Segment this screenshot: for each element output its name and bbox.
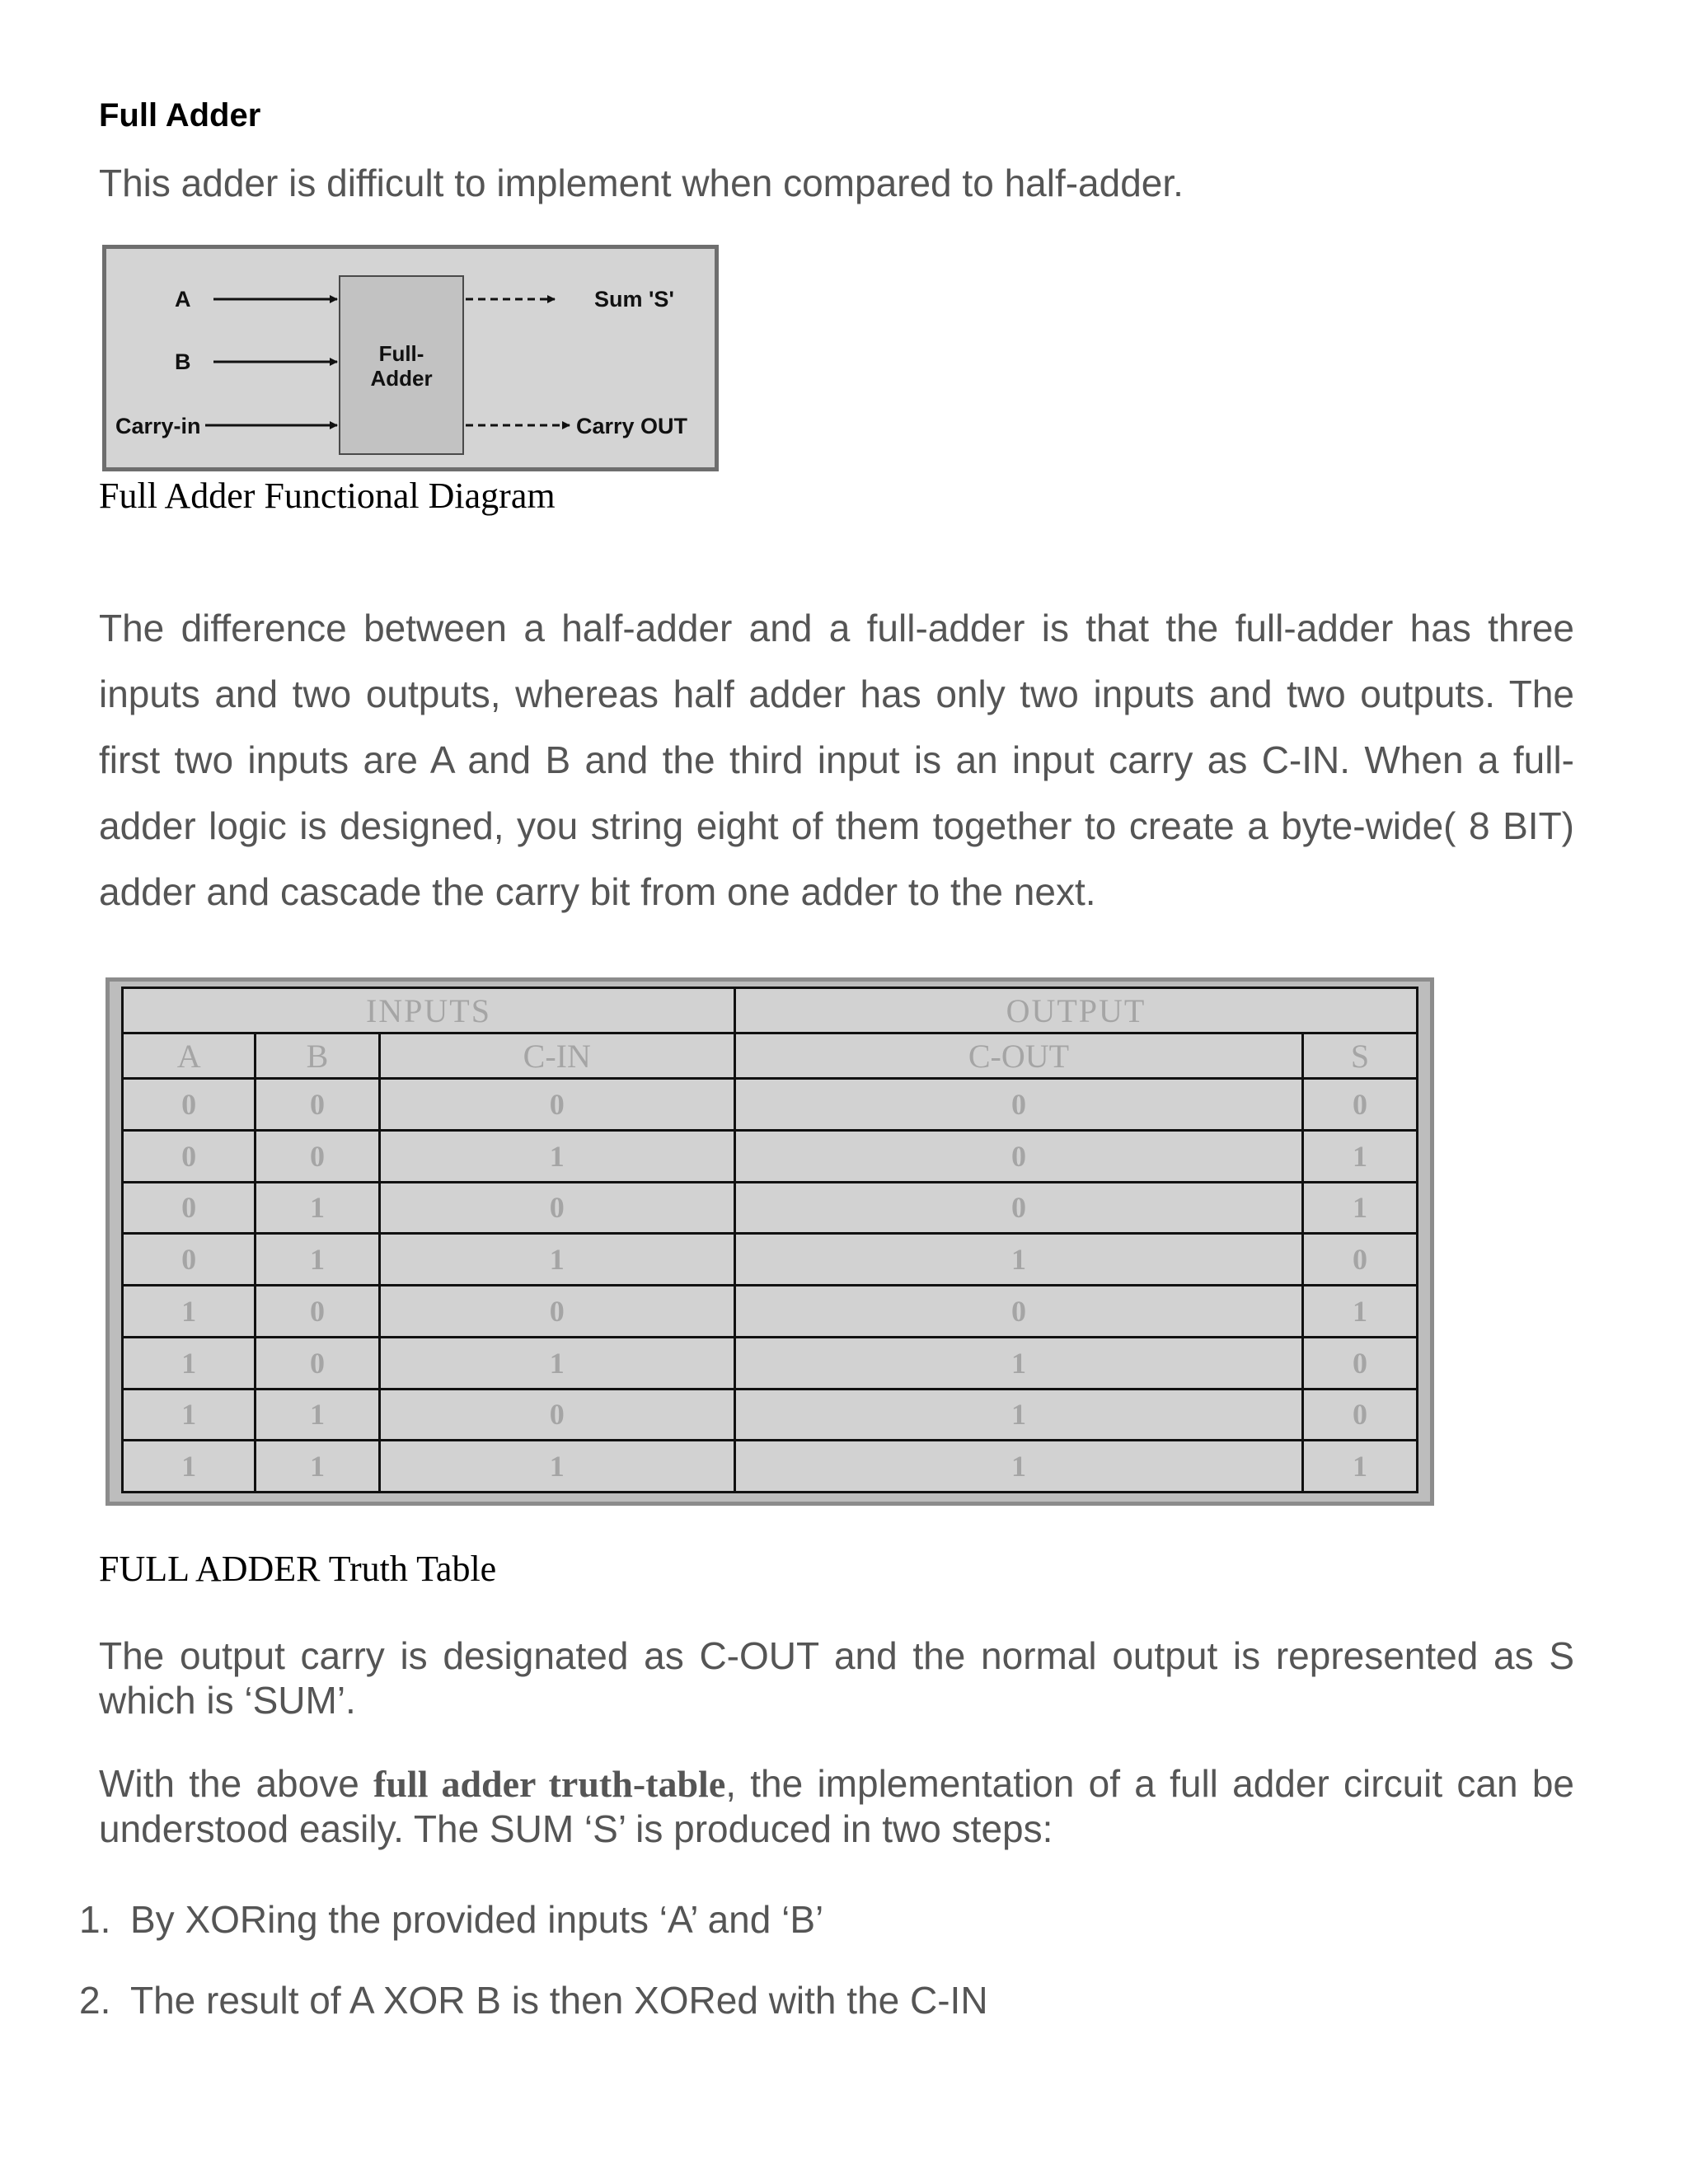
- table-cell: 0: [123, 1182, 256, 1234]
- step-number: 1.: [79, 1898, 111, 1941]
- block-label-line2: Adder: [370, 366, 433, 391]
- table-cell: 0: [379, 1079, 734, 1131]
- table-cell: 1: [1302, 1130, 1417, 1182]
- table-cell: 0: [379, 1286, 734, 1338]
- inputs-group-header: INPUTS: [123, 988, 735, 1033]
- table-cell: 1: [123, 1441, 256, 1493]
- table-cell: 0: [256, 1130, 379, 1182]
- input-a-label: A: [175, 287, 191, 312]
- table-group-row: [123, 988, 1418, 1033]
- diagram-caption: Full Adder Functional Diagram: [99, 476, 556, 516]
- sum-output-label: Sum 'S': [594, 287, 674, 312]
- table-row: [123, 1130, 1418, 1182]
- truth-table-frame: [106, 977, 1434, 1506]
- output-carry-paragraph: The output carry is designated as C-OUT and the normal output is represented as S which is ‘SUM’.: [99, 1634, 1574, 1722]
- table-row: [123, 1441, 1418, 1493]
- table-cell: 0: [256, 1079, 379, 1131]
- table-row: [123, 1182, 1418, 1234]
- table-cell: 1: [123, 1337, 256, 1389]
- table-cell: 0: [123, 1079, 256, 1131]
- paragraph-text-before: With the above: [99, 1762, 374, 1805]
- table-row: [123, 1234, 1418, 1286]
- table-row: [123, 1286, 1418, 1338]
- table-cell: 0: [1302, 1389, 1417, 1441]
- table-cell: 1: [1302, 1286, 1417, 1338]
- column-header: C-OUT: [734, 1033, 1302, 1079]
- table-cell: 1: [256, 1389, 379, 1441]
- truth-table: [121, 987, 1418, 1493]
- carry-in-label: Carry-in: [115, 414, 201, 438]
- table-cell: 0: [1302, 1337, 1417, 1389]
- table-header-row: [123, 1033, 1418, 1079]
- difference-paragraph: The difference between a half-adder and a full-adder is that the full-adder has three inputs and two outputs, whereas half adder has only two inputs and two outputs. The first two inputs are A and B and the third input is an input carry as C-IN. When a full-adder logic is designed, you string eight of them together to create a byte-wide( 8 BIT) adder and cascade the carry bit from one adder to the next.: [99, 607, 1574, 913]
- table-cell: 1: [123, 1286, 256, 1338]
- intro-text: This adder is difficult to implement when compared to half-adder.: [99, 162, 1184, 204]
- full-adder-diagram: [102, 245, 719, 471]
- table-cell: 0: [734, 1130, 1302, 1182]
- table-cell: 0: [734, 1079, 1302, 1131]
- column-header: A: [123, 1033, 256, 1079]
- output-group-header: OUTPUT: [734, 988, 1417, 1033]
- table-cell: 1: [1302, 1182, 1417, 1234]
- table-cell: 1: [256, 1441, 379, 1493]
- table-cell: 1: [1302, 1441, 1417, 1493]
- table-cell: 1: [734, 1441, 1302, 1493]
- table-cell: 1: [379, 1337, 734, 1389]
- column-header: C-IN: [379, 1033, 734, 1079]
- block-label-line1: Full-: [378, 341, 424, 366]
- table-cell: 0: [1302, 1234, 1417, 1286]
- column-header: S: [1302, 1033, 1417, 1079]
- step-text: By XORing the provided inputs ‘A’ and ‘B’: [130, 1898, 824, 1941]
- table-caption: FULL ADDER Truth Table: [99, 1549, 497, 1589]
- paragraph-text-after: , the implementation of a full adder circuit can be understood easily. The SUM ‘S’ is produced in two steps:: [99, 1762, 1574, 1850]
- table-cell: 1: [734, 1337, 1302, 1389]
- table-cell: 0: [123, 1130, 256, 1182]
- table-cell: 1: [379, 1130, 734, 1182]
- table-cell: 1: [123, 1389, 256, 1441]
- table-cell: 1: [379, 1441, 734, 1493]
- carry-out-label: Carry OUT: [576, 414, 688, 438]
- table-cell: 0: [1302, 1079, 1417, 1131]
- column-header: B: [256, 1033, 379, 1079]
- step-number: 2.: [79, 1979, 111, 2022]
- table-row: [123, 1389, 1418, 1441]
- table-cell: 1: [256, 1234, 379, 1286]
- step-list-item: [79, 1978, 988, 2022]
- table-cell: 0: [256, 1337, 379, 1389]
- bold-term: full adder truth-table: [373, 1763, 726, 1805]
- input-b-label: B: [175, 349, 191, 374]
- table-row: [123, 1337, 1418, 1389]
- table-cell: 0: [379, 1182, 734, 1234]
- section-heading: Full Adder: [99, 97, 261, 134]
- implementation-paragraph: [99, 1761, 1574, 1851]
- full-adder-block: [339, 275, 464, 455]
- table-cell: 0: [379, 1389, 734, 1441]
- table-cell: 0: [123, 1234, 256, 1286]
- table-cell: 1: [379, 1234, 734, 1286]
- step-text: The result of A XOR B is then XORed with the C-IN: [130, 1979, 988, 2022]
- table-cell: 0: [256, 1286, 379, 1338]
- table-row: [123, 1079, 1418, 1131]
- table-cell: 1: [256, 1182, 379, 1234]
- table-cell: 0: [734, 1286, 1302, 1338]
- table-cell: 1: [734, 1234, 1302, 1286]
- table-cell: 1: [734, 1389, 1302, 1441]
- table-cell: 0: [734, 1182, 1302, 1234]
- step-list-item: [79, 1897, 823, 1942]
